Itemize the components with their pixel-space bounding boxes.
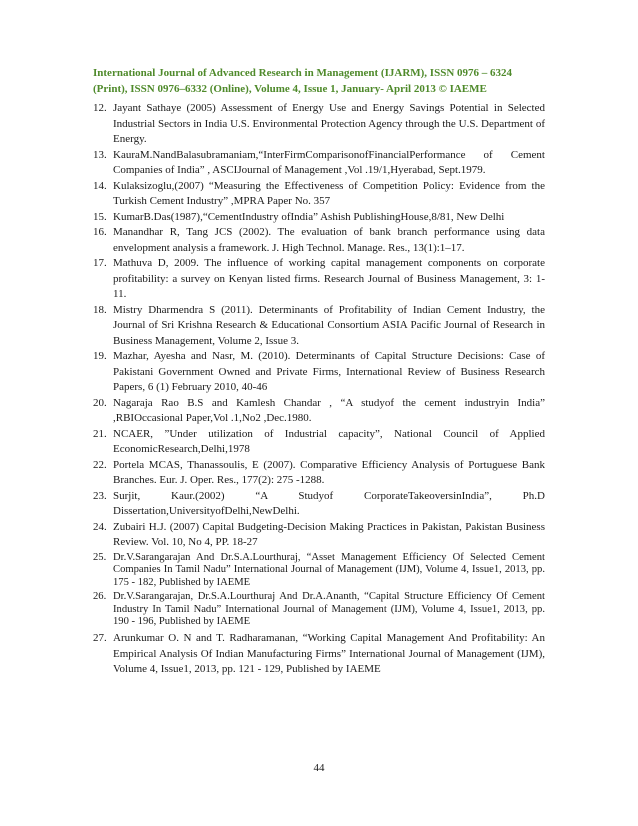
reference-number: 24. (93, 520, 107, 533)
reference-number: 22. (93, 458, 107, 471)
reference-number: 20. (93, 396, 107, 409)
reference-number: 14. (93, 179, 107, 192)
journal-header (93, 66, 545, 97)
reference-19 (93, 349, 545, 396)
reference-15 (93, 210, 545, 226)
reference-17 (93, 256, 545, 303)
reference-23 (93, 489, 545, 520)
reference-text: Nagaraja Rao B.S and Kamlesh Chandar , “A studyof the cement industryin India” ,RBIOccasional Paper,Vol .1,No2 ,Dec.1980. (113, 396, 545, 424)
reference-text: Mathuva D, 2009. The influence of working capital management components on corporate profitability: a survey on Kenyan listed firms. Research Journal of Business Management, 3: 1-11. (113, 257, 545, 300)
reference-text: Dr.V.Sarangarajan And Dr.S.A.Lourthuraj, “Asset Management Efficiency Of Selected Cement Companies In Tamil Nadu” International Journal of Management (IJM), Volume 4, Issue1, 2013, pp. 175 - 182, Published by IAEME (113, 551, 545, 588)
reference-22 (93, 458, 545, 489)
page-number: 44 (313, 762, 325, 774)
reference-26 (93, 591, 545, 629)
reference-text: Manandhar R, Tang JCS (2002). The evaluation of bank branch performance using data envelopment analysis a framework. J. High Technol. Manage. Res., 13(1):1–17. (113, 226, 545, 254)
reference-text: Portela MCAS, Thanassoulis, E (2007). Comparative Efficiency Analysis of Portuguese Bank Branches. Eur. J. Oper. Res., 177(2): 275 -1288. (113, 458, 545, 486)
reference-16 (93, 225, 545, 256)
journal-header-line-1: International Journal of Advanced Research in Management (IJARM), ISSN 0976 – 6324 (93, 67, 513, 79)
reference-18 (93, 303, 545, 350)
reference-number: 15. (93, 210, 107, 223)
reference-text: Arunkumar O. N and T. Radharamanan, “Working Capital Management And Profitability: An Empirical Analysis Of Indian Manufacturing Firms” International Journal of Management (IJM), Volume 4, Issue1, 2013, pp. 121 - 129, Published by IAEME (113, 632, 545, 676)
reference-text: NCAER, ”Under utilization of Industrial capacity”, National Council of Applied EconomicResearch,Delhi,1978 (113, 427, 545, 455)
reference-number: 19. (93, 350, 107, 362)
reference-number: 21. (93, 427, 107, 440)
reference-number: 16. (93, 226, 107, 238)
reference-number: 25. (93, 551, 107, 563)
reference-text: Jayant Sathaye (2005) Assessment of Energy Use and Energy Savings Potential in Selected Industrial Sectors in India U.S. Environmental Protection Agency through the U.S. Department of Energy. (113, 102, 545, 145)
reference-13 (93, 148, 545, 179)
journal-header-line-2: (Print), ISSN 0976–6332 (Online), Volume 4, Issue 1, January- April 2013 © IAEME (93, 82, 487, 95)
reference-text: KumarB.Das(1987),“CementIndustry ofIndia” Ashish PublishingHouse,8/81, New Delhi (113, 210, 505, 223)
reference-text: Zubairi H.J. (2007) Capital Budgeting-Decision Making Practices in Pakistan, Pakistan Business Review. Vol. 10, No 4, PP. 18-27 (113, 520, 545, 548)
reference-number: 18. (93, 303, 107, 316)
reference-text: Mistry Dharmendra S (2011). Determinants of Profitability of Indian Cement Industry, the Journal of Sri Krishna Research & Educational Consortium ASIA Pacific Journal of Research in Business Management, Volume 2, Issue 3. (113, 303, 545, 347)
reference-number: 27. (93, 632, 107, 645)
reference-text: KauraM.NandBalasubramaniam,“InterFirmComparisonofFinancialPerformance of Cement Companies of India” , ASCIJournal of Management ,Vol .19/1,Hyerabad, Sept.1979. (113, 148, 545, 176)
reference-24 (93, 520, 545, 551)
reference-number: 17. (93, 257, 107, 269)
reference-text: Mazhar, Ayesha and Nasr, M. (2010). Determinants of Capital Structure Decisions: Case of Pakistani Government Owned and Private Firms, International Review of Business Research Papers, 6 (1) February 2010, 40-46 (113, 350, 545, 393)
reference-27 (93, 631, 545, 678)
reference-21 (93, 427, 545, 458)
reference-14 (93, 179, 545, 210)
reference-number: 23. (93, 489, 107, 502)
reference-text: Surjit, Kaur.(2002) “A Studyof CorporateTakeoversinIndia”, Ph.D Dissertation,UniversityofDelhi,NewDelhi. (113, 489, 545, 517)
reference-number: 12. (93, 102, 107, 114)
reference-20 (93, 396, 545, 427)
reference-number: 26. (93, 591, 107, 603)
reference-25 (93, 552, 545, 590)
reference-text: Kulaksizoglu,(2007) “Measuring the Effectiveness of Competition Policy: Evidence from the Turkish Cement Industry” ,MPRA Paper No. 357 (113, 179, 545, 207)
reference-number: 13. (93, 148, 107, 161)
reference-12 (93, 101, 545, 148)
reference-text: Dr.V.Sarangarajan, Dr.S.A.Lourthuraj And Dr.A.Ananth, “Capital Structure Efficiency Of Cement Industry In Tamil Nadu” International Journal of Management (IJM), Volume 4, Issue1, 2013, pp. 190 - 196, Published by IAEME (113, 591, 545, 628)
reference-list (93, 101, 545, 678)
